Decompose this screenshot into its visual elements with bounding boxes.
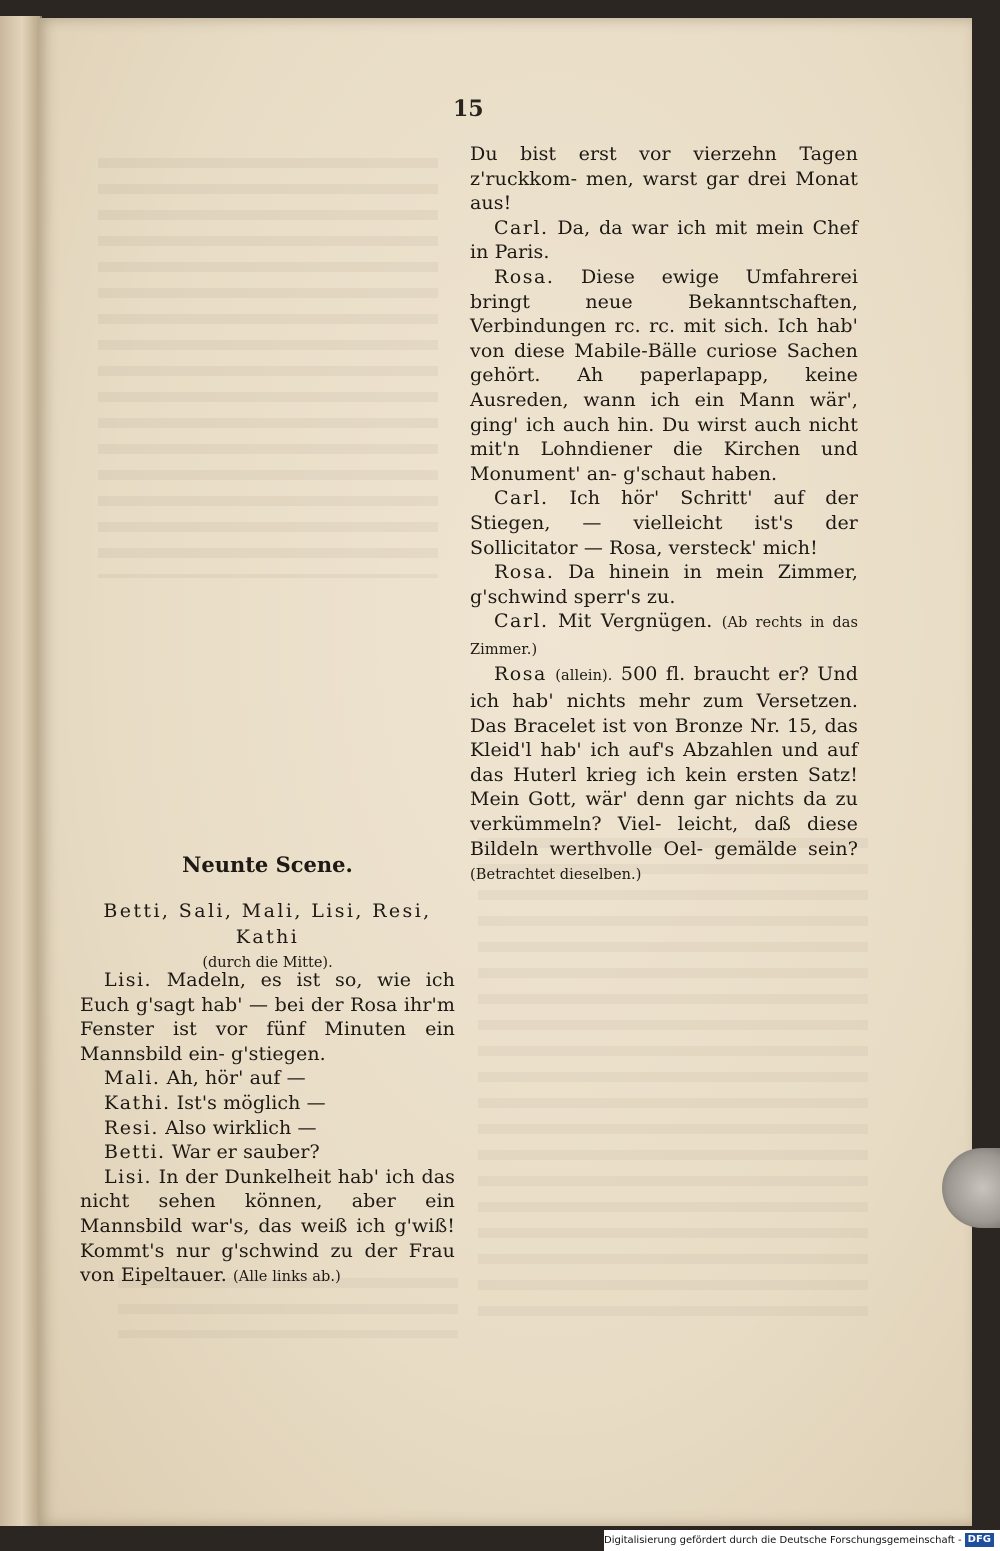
speech-paragraph [470,609,858,662]
speech-text: Da, da war ich mit mein Chef in Paris. [470,216,859,264]
speaker-name: Rosa [494,663,547,686]
speech-paragraph [470,486,858,560]
right-text-column [470,142,858,888]
previous-page-edge [0,16,42,1526]
speaker-name: Kathi. [104,1091,171,1114]
funding-text: Digitalisierung gefördert durch die Deutsche Forschungsgemeinschaft - [604,1535,962,1546]
speaker-name: Rosa. [494,561,555,584]
speech-paragraph [470,662,858,887]
paragraph-text: Du bist erst vor vierzehn Tagen z'ruckkom- men, warst gar drei Monat aus! [470,143,858,215]
speech-text: Da hinein in mein Zimmer, g'schwind sperr's zu. [470,561,858,608]
bleed-through-shadow [98,158,438,578]
speaker-name: Carl. [494,216,549,239]
speaker-name: Lisi. [104,1165,153,1188]
speech-paragraph [80,1165,455,1290]
speech-text: Madeln, es ist so, wie ich Euch g'sagt hab' — bei der Rosa ihr'm Fenster ist vor fünf Minuten ein Mannsbild ein- g'stiegen. [80,969,455,1065]
speech-paragraph [80,1091,455,1116]
speech-text: Ist's möglich — [176,1091,326,1114]
speaker-name: Carl. [494,610,549,633]
speech-text: Ich hör' Schritt' auf der Stiegen, — vielleicht ist's der Sollicitator — Rosa, versteck' mich! [470,487,859,559]
cast-direction: (durch die Mitte). [202,955,333,971]
stage-direction: (allein). [555,668,613,685]
cast-names: Betti, Sali, Mali, Lisi, Resi, Kathi [103,900,432,948]
speaker-name: Rosa. [494,265,555,288]
speech-text: War er sauber? [171,1141,320,1164]
speech-text: Mit Vergnügen. [557,610,713,633]
speaker-name: Carl. [494,487,549,510]
left-text-column [80,968,455,1290]
funding-footer [604,1530,1000,1551]
speech-text: Also wirklich — [165,1116,317,1139]
speaker-name: Resi. [104,1116,159,1139]
stage-direction: (Betrachtet dieselben.) [470,867,642,884]
scene-heading: Neunte Scene. [182,852,353,877]
speech-text: In der Dunkelheit hab' ich das nicht sehen können, aber ein Mannsbild war's, das weiß ich g'wiß! Kommt's nur g'schwind zu der Frau von Eipeltauer. [80,1165,456,1287]
dfg-logo: DFG [965,1533,994,1547]
bleed-through-shadow [478,838,868,1318]
speech-paragraph [80,1140,455,1165]
text-paragraph [470,142,858,216]
stage-direction: (Ab rechts in das Zimmer.) [470,615,859,658]
speech-paragraph [80,968,455,1066]
speech-paragraph [470,265,858,486]
speaker-name: Mali. [104,1067,161,1090]
speech-paragraph [470,216,858,265]
speech-text: 500 fl. braucht er? Und ich hab' nichts mehr zum Versetzen. Das Bracelet ist von Bronze Nr. 15, das Kleid'l hab' ich auf's Abzahlen und auf das Huterl krieg ich kein ersten Satz! Mein Gott, wär' denn gar nichts da zu verkümmeln? Viel- leicht, daß diese Bildeln werthvolle Oel- gemälde sein? [470,663,859,860]
speech-text: Diese ewige Umfahrerei bringt neue Bekanntschaften, Verbindungen rc. rc. mit sich. Ich hab' von diese Mabile-Bälle curiose Sachen gehört. Ah paperlapapp, keine Ausreden, wann ich ein Mann wär', ging' ich auch hin. Du wirst auch nicht mit'n Lohndiener die Kirchen und Monument' an- g'schaut haben. [470,265,858,485]
speech-text: Ah, hör' auf — [166,1067,306,1090]
stage-direction: (Alle links ab.) [233,1269,341,1286]
page-number: 15 [453,96,484,122]
speaker-name: Betti. [104,1141,166,1164]
speaker-name: Lisi. [104,969,153,991]
scene-cast [80,898,455,976]
speech-paragraph [80,1116,455,1141]
book-page [38,18,972,1526]
speech-paragraph [80,1066,455,1091]
speech-paragraph [470,560,858,609]
